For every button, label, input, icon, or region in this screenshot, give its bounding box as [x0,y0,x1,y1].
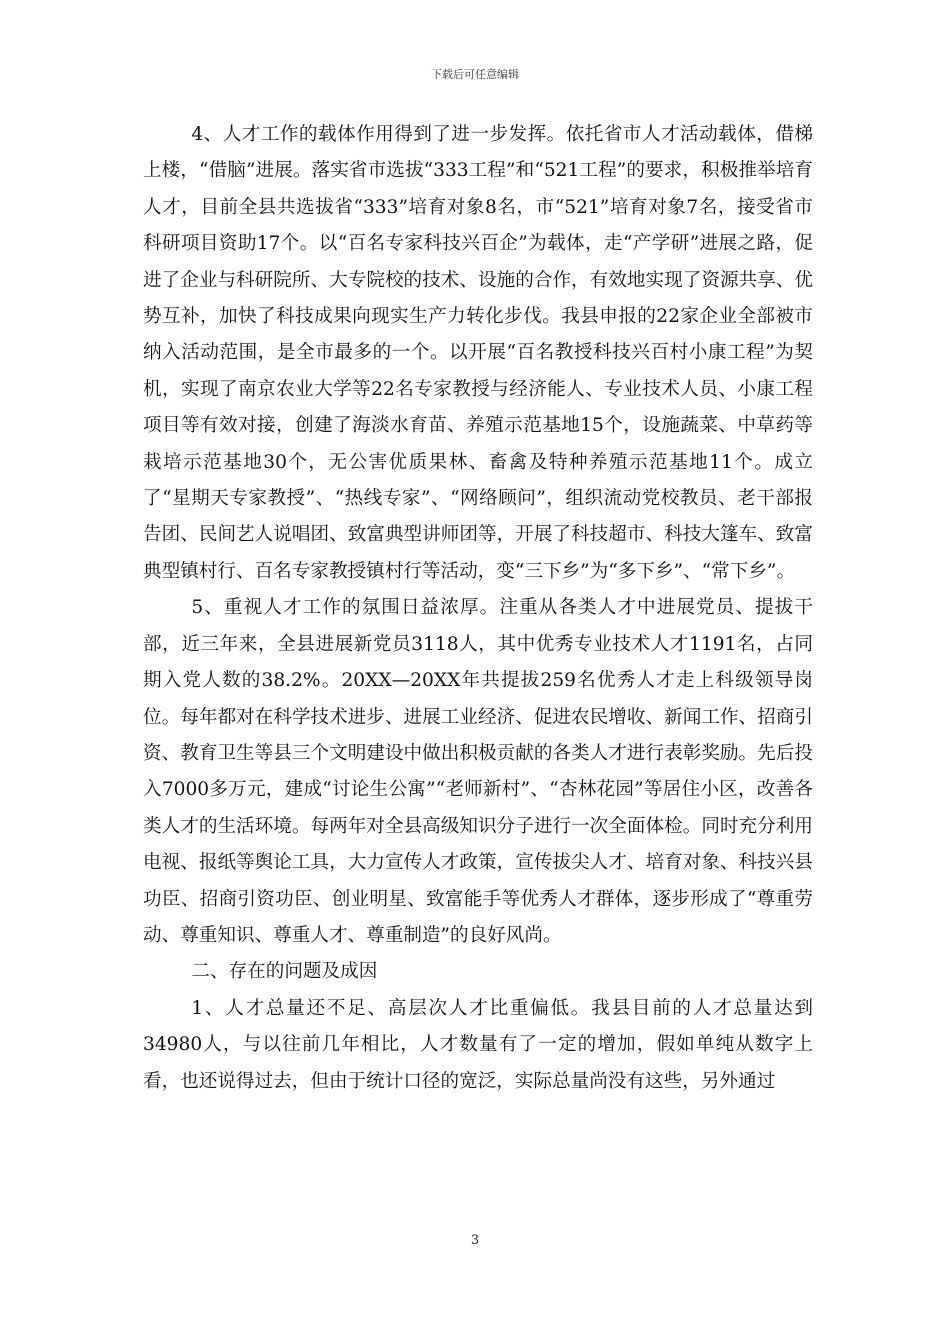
document-body [143,117,813,1100]
paragraph-talent-atmosphere: 5、重视人才工作的氛围日益浓厚。注重从各类人才中进展党员、提拔干部，近三年来，全县进展新党员3118人，其中优秀专业技术人才1191名，占同期入党人数的38.2%。20XX—20XX年共提拔259名优秀人才走上科级领导岗位。每年都对在科学技术进步、进展工业经济、促进农民增收、新闻工作、招商引资、教育卫生等县三个文明建设中做出积极贡献的各类人才进行表彰奖励。先后投入7000多万元，建成“讨论生公寓”“老师新村”、“杏林花园”等居住小区，改善各类人才的生活环境。每两年对全县高级知识分子进行一次全面体检。同时充分利用电视、报纸等舆论工具，大力宣传人才政策，宣传拔尖人才、培育对象、科技兴县功臣、招商引资功臣、创业明星、致富能手等优秀人才群体，逐步形成了“尊重劳动、尊重知识、尊重人才、尊重制造”的良好风尚。 [143,597,814,946]
section-heading: 二、存在的问题及成因 [191,961,378,983]
paragraph-talent-carrier: 4、人才工作的载体作用得到了进一步发挥。依托省市人才活动载体，借梯上楼，“借脑”进展。落实省市选拔“333工程”和“521工程”的要求，积极推举培育人才，目前全县共选拔省“333”培育对象8名，市“521”培育对象7名，接受省市科研项目资助17个。以“百名专家科技兴百企”为载体，走“产学研”进展之路，促进了企业与科研院所、大专院校的技术、设施的合作，有效地实现了资源共享、优势互补，加快了科技成果向现实生产力转化步伐。我县申报的22家企业全部被市纳入活动范围，是全市最多的一个。以开展“百名教授科技兴百村小康工程”为契机，实现了南京农业大学等22名专家教授与经济能人、专业技术人员、小康工程项目等有效对接，创建了海淡水育苗、养殖示范基地15个，设施蔬菜、中草药等栽培示范基地30个，无公害优质果林、畜禽及特种养殖示范基地11个。成立了“星期天专家教授”、“热线专家”、“网络顾问”，组织流动党校教员、老干部报告团、民间艺人说唱团、致富典型讲师团等，开展了科技超市、科技大篷车、致富典型镇村行、百名专家教授镇村行等活动，变“三下乡”为“多下乡”、“常下乡”。 [143,124,813,582]
header-note: 下载后可任意编辑 [431,68,519,81]
page-number: 3 [470,1233,480,1248]
paragraph-talent-total: 1、人才总量还不足、高层次人才比重偏低。我县目前的人才总量达到34980人，与以往前几年相比，人才数量有了一定的增加，假如单纯从数字上看，也还说得过去，但由于统计口径的宽泛，实际总量尚没有这些，另外通过 [143,997,813,1092]
